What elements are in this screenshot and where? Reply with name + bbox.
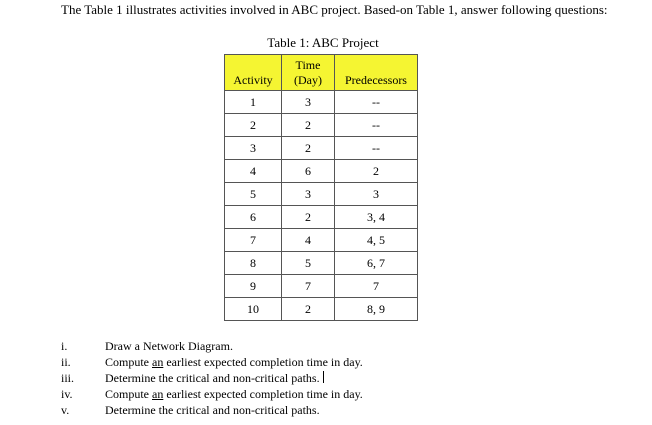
- activity-cell: 10: [225, 298, 282, 321]
- question-number: iii.: [61, 371, 75, 385]
- intro-paragraph: The Table 1 illustrates activities involved in ABC project. Based-on Table 1, answer following questions:: [61, 2, 608, 17]
- table-row: [225, 114, 418, 137]
- table-row: [225, 229, 418, 252]
- question-underlined: an: [152, 387, 164, 401]
- question-number: i.: [61, 339, 68, 353]
- activity-cell: 4: [225, 160, 282, 183]
- predecessors-cell: --: [335, 91, 418, 114]
- header-predecessors: Predecessors: [335, 55, 418, 91]
- question-item: [61, 402, 363, 418]
- predecessors-cell: --: [335, 114, 418, 137]
- question-text: Draw a Network Diagram.: [105, 339, 233, 353]
- table-row: [225, 91, 418, 114]
- table-header-row: [225, 55, 418, 91]
- predecessors-cell: 6, 7: [335, 252, 418, 275]
- question-item: [61, 338, 363, 354]
- time-cell: 2: [282, 137, 335, 160]
- time-cell: 2: [282, 206, 335, 229]
- activity-cell: 8: [225, 252, 282, 275]
- predecessors-cell: 8, 9: [335, 298, 418, 321]
- time-cell: 4: [282, 229, 335, 252]
- header-time-line2: (Day): [294, 73, 322, 87]
- time-cell: 5: [282, 252, 335, 275]
- question-number: v.: [61, 403, 70, 417]
- activity-cell: 6: [225, 206, 282, 229]
- abc-project-table: [224, 54, 418, 321]
- predecessors-cell: 2: [335, 160, 418, 183]
- predecessors-cell: 3, 4: [335, 206, 418, 229]
- predecessors-cell: --: [335, 137, 418, 160]
- time-cell: 3: [282, 91, 335, 114]
- table-row: [225, 160, 418, 183]
- time-cell: 2: [282, 298, 335, 321]
- table-row: [225, 252, 418, 275]
- table-row: [225, 137, 418, 160]
- question-underlined: an: [152, 355, 164, 369]
- activity-cell: 7: [225, 229, 282, 252]
- question-text-rest: earliest expected completion time in day.: [163, 387, 363, 401]
- question-text-rest: earliest expected completion time in day.: [163, 355, 363, 369]
- activity-cell: 2: [225, 114, 282, 137]
- table-caption: Table 1: ABC Project: [267, 35, 379, 50]
- table-row: [225, 206, 418, 229]
- text-cursor: [323, 371, 324, 383]
- question-item: [61, 354, 363, 370]
- table-row: [225, 275, 418, 298]
- question-list: [61, 338, 363, 418]
- question-item: [61, 386, 363, 402]
- question-text: Determine the critical and non-critical paths.: [105, 371, 320, 385]
- header-time-line1: Time: [295, 58, 321, 72]
- predecessors-cell: 3: [335, 183, 418, 206]
- table-row: [225, 298, 418, 321]
- time-cell: 2: [282, 114, 335, 137]
- predecessors-cell: 7: [335, 275, 418, 298]
- question-item: [61, 370, 363, 386]
- activity-cell: 5: [225, 183, 282, 206]
- time-cell: 6: [282, 160, 335, 183]
- time-cell: 3: [282, 183, 335, 206]
- header-time: [282, 55, 335, 91]
- header-activity: Activity: [225, 55, 282, 91]
- time-cell: 7: [282, 275, 335, 298]
- question-number: iv.: [61, 387, 73, 401]
- question-text: Determine the critical and non-critical paths.: [105, 403, 320, 417]
- activity-cell: 1: [225, 91, 282, 114]
- predecessors-cell: 4, 5: [335, 229, 418, 252]
- question-number: ii.: [61, 355, 71, 369]
- table-row: [225, 183, 418, 206]
- question-text: Compute: [105, 355, 152, 369]
- activity-cell: 9: [225, 275, 282, 298]
- activity-cell: 3: [225, 137, 282, 160]
- question-text: Compute: [105, 387, 152, 401]
